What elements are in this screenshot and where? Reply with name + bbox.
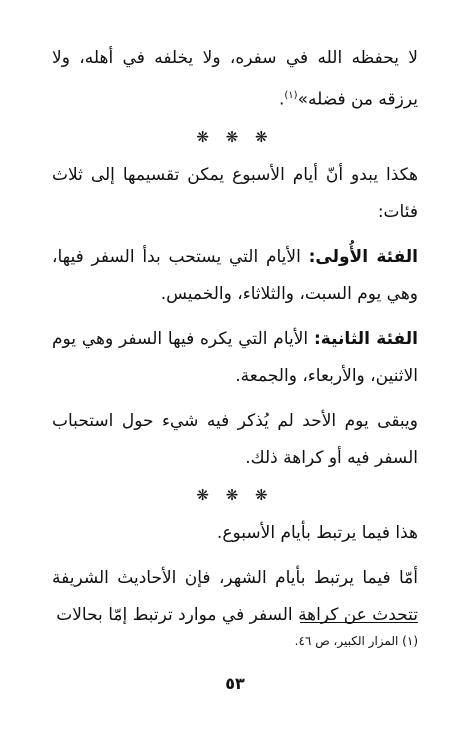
section-separator-2: ❋ ❋ ❋: [196, 485, 274, 504]
paragraph-1-end: .: [278, 89, 285, 110]
paragraph-5: ويبقى يوم الأحد لم يُذكر فيه شيء حول استحباب السفر فيه أو كراهة ذلك.: [52, 410, 418, 468]
paragraph-1: [52, 40, 418, 119]
section-separator-1: ❋ ❋ ❋: [196, 127, 274, 146]
category-2-heading: الفئة الثانية:: [314, 328, 419, 349]
paragraph-category-1: [52, 239, 418, 313]
paragraph-2: هكذا يبدو أنّ أيام الأسبوع يمكن تقسيمها إلى ثلاث فئات:: [52, 164, 418, 222]
paragraph-1-text: لا يحفظه الله في سفره، ولا يخلفه في أهله، ولا يرزقه من فضله»: [52, 48, 418, 110]
paragraph-7: أمّا فيما يرتبط بأيام الشهر، فإن الأحاديث الشريفة تتحدث عن كراهة السفر في موارد ترتبط إمّا بحالات: [52, 567, 418, 625]
paragraph-category-2: [52, 321, 418, 395]
footnote-divider: [300, 622, 418, 623]
category-2-text: الأيام التي يكره فيها السفر وهي يوم الاثنين، والأربعاء، والجمعة.: [52, 328, 418, 386]
book-page: [52, 40, 418, 752]
page-number: ٥٣: [225, 674, 245, 693]
category-1-text: الأيام التي يستحب بدأ السفر فيها، وهي يوم السبت، والثلاثاء، والخميس.: [52, 246, 418, 304]
category-1-heading: الفئة الأُولى:: [308, 246, 419, 267]
footnote: (١) المزار الكبير، ص ٤٦.: [294, 634, 418, 648]
footnote-reference: (١): [284, 90, 298, 101]
paragraph-6: هذا فيما يرتبط بأيام الأسبوع.: [216, 522, 418, 543]
